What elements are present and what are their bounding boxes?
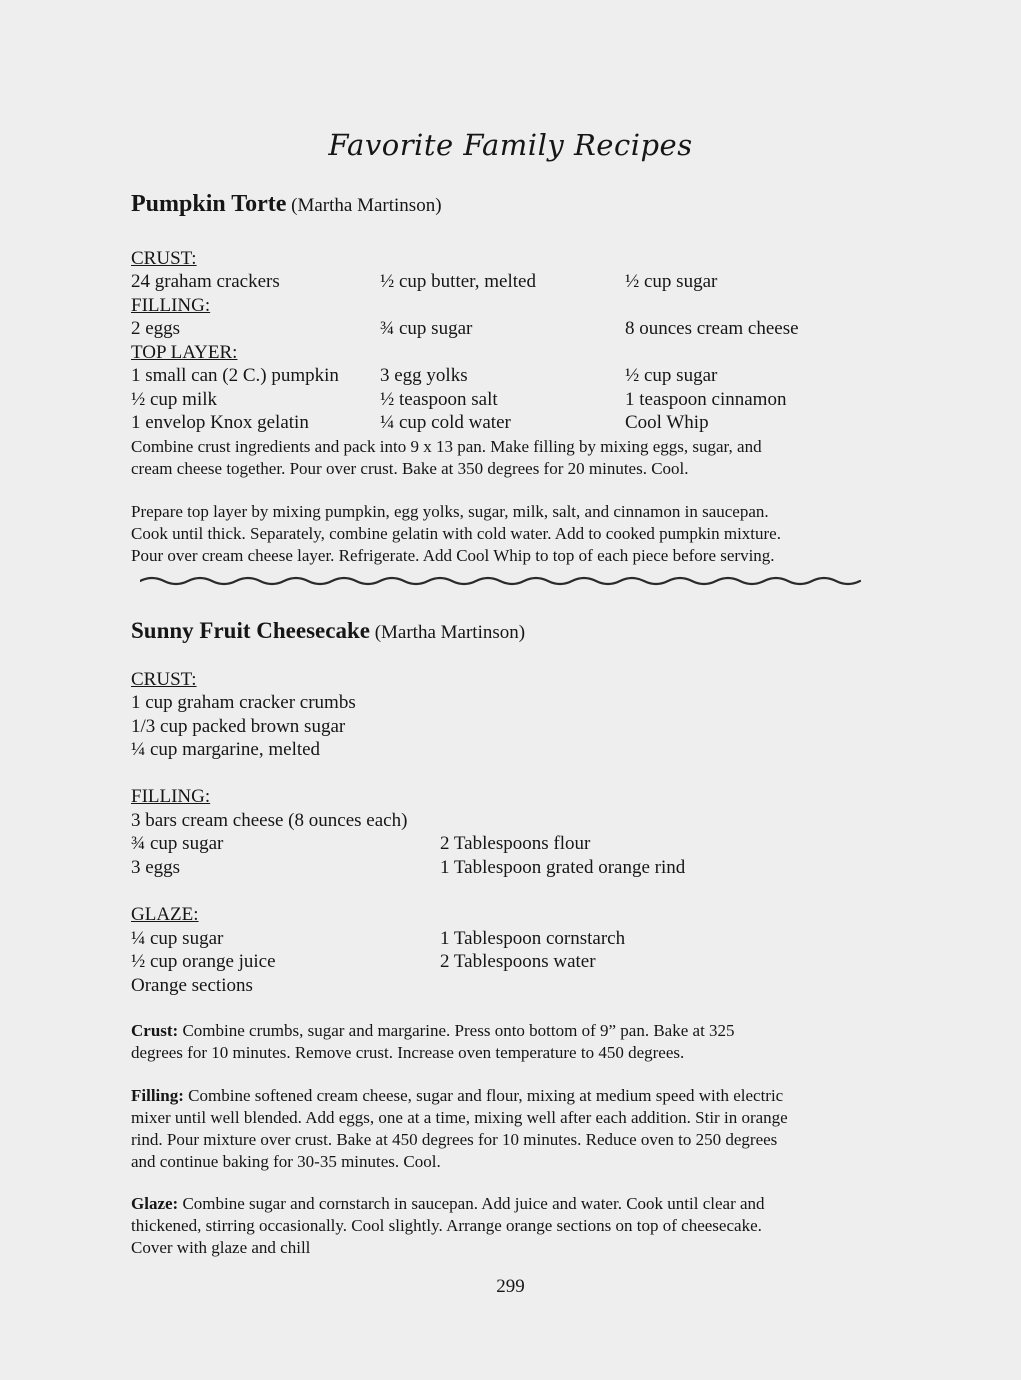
section-label-filling: FILLING: [131, 786, 211, 807]
section-label-top-layer: TOP LAYER: [131, 342, 238, 363]
section-label-filling: FILLING: [131, 295, 211, 316]
ingredient: 3 eggs [131, 857, 181, 878]
instruction-line: thickened, stirring occasionally. Cool slightly. Arrange orange sections on top of cheesecake. [131, 1216, 762, 1235]
instruction-line: and continue baking for 30-35 minutes. Cool. [131, 1152, 441, 1171]
recipe-author: (Martha Martinson) [374, 622, 526, 643]
ingredient: ¼ cup sugar [131, 928, 224, 949]
ingredient: 2 Tablespoons flour [440, 833, 591, 854]
ingredient: 1 Tablespoon grated orange rind [440, 857, 686, 878]
ingredient: 24 graham crackers [131, 271, 280, 292]
recipe-author: (Martha Martinson) [291, 195, 442, 216]
ingredient: 3 bars cream cheese (8 ounces each) [131, 810, 408, 831]
recipe-title: Sunny Fruit Cheesecake [131, 618, 370, 643]
ingredient: 1/3 cup packed brown sugar [131, 716, 346, 737]
recipe-title-line [131, 620, 525, 644]
instruction-line: degrees for 10 minutes. Remove crust. Increase oven temperature to 450 degrees. [131, 1043, 685, 1062]
recipe-title-line [131, 193, 442, 217]
instruction-line: Cover with glaze and chill [131, 1238, 311, 1257]
page-number: 299 [496, 1276, 525, 1297]
instruction-line [131, 1020, 735, 1041]
ingredient: ½ cup orange juice [131, 951, 276, 972]
instruction-line: Combine crust ingredients and pack into 9 x 13 pan. Make filling by mixing eggs, sugar, and [131, 437, 762, 456]
instruction-text: Combine crumbs, sugar and margarine. Press onto bottom of 9” pan. Bake at 325 [178, 1021, 735, 1040]
ingredient: ¾ cup sugar [380, 318, 473, 339]
ingredient: 1 envelop Knox gelatin [131, 412, 309, 433]
ingredient: 2 Tablespoons water [440, 951, 596, 972]
ingredient: ½ cup sugar [625, 271, 718, 292]
ingredient: 1 Tablespoon cornstarch [440, 928, 626, 949]
ingredient: 8 ounces cream cheese [625, 318, 799, 339]
instruction-text: Combine softened cream cheese, sugar and flour, mixing at medium speed with electric [183, 1086, 784, 1105]
section-label-crust: CRUST: [131, 248, 197, 269]
section-label-crust: CRUST: [131, 669, 197, 690]
ingredient: ½ cup butter, melted [380, 271, 536, 292]
instruction-line: Cook until thick. Separately, combine gelatin with cold water. Add to cooked pumpkin mixture. [131, 524, 781, 543]
ingredient: ¾ cup sugar [131, 833, 224, 854]
instruction-line [131, 1085, 783, 1106]
ingredient: ½ teaspoon salt [380, 389, 498, 410]
instruction-text: Combine sugar and cornstarch in saucepan. Add juice and water. Cook until clear and [178, 1194, 765, 1213]
instruction-line: Prepare top layer by mixing pumpkin, egg yolks, sugar, milk, salt, and cinnamon in saucepan. [131, 502, 769, 521]
book-title: Favorite Family Recipes [328, 128, 693, 162]
ingredient: 1 cup graham cracker crumbs [131, 692, 356, 713]
ingredient: 3 egg yolks [380, 365, 468, 386]
instruction-label: Filling: [131, 1086, 184, 1105]
instruction-line: Pour over cream cheese layer. Refrigerate. Add Cool Whip to top of each piece before serving. [131, 546, 775, 565]
ingredient: ¼ cup margarine, melted [131, 739, 321, 760]
ingredient: Cool Whip [625, 412, 709, 433]
instruction-label: Crust: [131, 1021, 179, 1040]
wavy-divider [140, 573, 865, 589]
ingredient: ¼ cup cold water [380, 412, 511, 433]
ingredient: 1 teaspoon cinnamon [625, 389, 787, 410]
ingredient: 1 small can (2 C.) pumpkin [131, 365, 339, 386]
instruction-line: rind. Pour mixture over crust. Bake at 450 degrees for 10 minutes. Reduce oven to 250 degrees [131, 1130, 778, 1149]
instruction-line: mixer until well blended. Add eggs, one at a time, mixing well after each addition. Stir in orange [131, 1108, 788, 1127]
instruction-line: cream cheese together. Pour over crust. Bake at 350 degrees for 20 minutes. Cool. [131, 459, 689, 478]
section-label-glaze: GLAZE: [131, 904, 199, 925]
instruction-line [131, 1193, 765, 1214]
ingredient: 2 eggs [131, 318, 181, 339]
ingredient: Orange sections [131, 975, 253, 996]
instruction-label: Glaze: [131, 1194, 179, 1213]
ingredient: ½ cup sugar [625, 365, 718, 386]
ingredient: ½ cup milk [131, 389, 218, 410]
recipe-title: Pumpkin Torte [131, 191, 287, 217]
